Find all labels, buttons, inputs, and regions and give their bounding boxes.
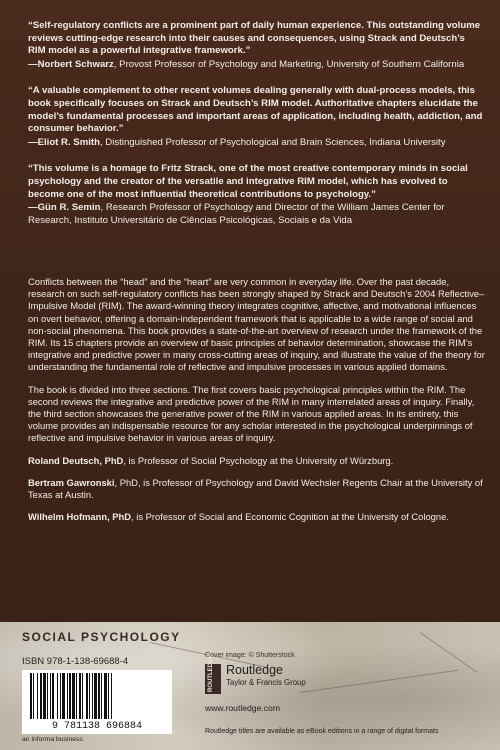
endorsement-quote: “A valuable complement to other recent volumes dealing generally with dual-process models, this book specifically focuses on Strack and Deutsch’s RIM model. Authoritative chapters elucidate the model’s fundamental processes and important areas of application, including health, addiction, and consumer behavior.” [28, 85, 483, 135]
stone-crack [420, 632, 478, 673]
editor-bio-text: , is Professor of Social and Economic Cognition at the University of Cologne. [131, 511, 449, 523]
isbn-label: ISBN 978-1-138-69688-4 [22, 656, 129, 667]
barcode-bar [89, 673, 90, 719]
editor-name: Wilhelm Hofmann, PhD [28, 511, 132, 523]
publisher-url[interactable]: www.routledge.com [205, 703, 280, 713]
ebook-note: Routledge titles are available as eBook editions in a range of digital formats [205, 728, 439, 735]
routledge-logo [205, 654, 221, 694]
endorsement-attribution [28, 202, 483, 227]
editor-bio [28, 455, 486, 467]
editor-name: Roland Deutsch, PhD [28, 454, 124, 466]
editor-bio-text: , PhD, is Professor of Psychology and David Wechsler Regents Chair at the University of Texas at Austin. [28, 476, 483, 501]
endorsement-quote: “This volume is a homage to Fritz Strack, one of the most creative contemporary minds in social psychology and the creator of the versatile and integrative RIM model, which has evolved to become one of the most influential theoretical contributions to psychology.” [28, 163, 468, 200]
barcode-bar [76, 673, 77, 719]
barcode-bar [94, 673, 97, 719]
barcode-bar [69, 673, 71, 719]
barcode-bar [33, 673, 34, 719]
endorsement-attribution [28, 137, 483, 150]
barcode-bar [57, 673, 58, 719]
editor-name: Bertram Gawronski [28, 476, 115, 488]
endorsement-attribution [28, 59, 483, 72]
barcode-bar [52, 673, 54, 719]
description-paragraph: Conflicts between the “head” and the “heart” are very common in everyday life. Over the past decade, research on such self-regulatory conflicts has been strongly shaped by Strack and Deutsch’s 2004 Reflective–Impulsive Model (RIM). The award-winning theory integrates cognitive, affective, and motivational influences on overt behavior, offering a domain-independent framework that is applicable to a wide range of social and non-social phenomena. This book provides a state-of-the-art overview of research under the framework of the RIM. Its 15 chapters provide an overview of basic principles of behavior determination, showcase the RIM’s integrative and predictive power in many cross-cutting areas of inquiry, and illustrate the value of the theory for understanding the fundamental role of reflective and impulsive processes in various applied domains. [28, 276, 485, 373]
barcode-bar [40, 673, 42, 719]
endorsement-author: —Gün R. Semin [28, 202, 101, 214]
routledge-logo-text: ROUTLEDGE [208, 654, 214, 692]
editor-bio [28, 511, 486, 523]
endorsement [28, 20, 483, 71]
editor-bio-text: , is Professor of Social Psychology at the University of Würzburg. [123, 454, 394, 466]
description-paragraph: The book is divided into three sections. The first covers basic psychological principles within the RIM. The second reviews the integrative and predictive power of the RIM in many interrelated areas of inquiry. Finally, the third section showcases the generative power of the RIM in various applied areas. In its entirety, this volume provides an indispensable resource for any scholar interested in the psychological underpinnings of reflective and impulsive behavior in various areas of inquiry. [28, 383, 475, 444]
endorsement [28, 85, 483, 149]
barcode-bar [43, 673, 46, 719]
barcode-bar [30, 673, 32, 719]
barcode-bar [82, 673, 83, 719]
endorsement [28, 163, 483, 227]
series-name: SOCIAL PSYCHOLOGY [22, 630, 181, 644]
barcode-bar [98, 673, 100, 719]
publisher-name: Routledge [226, 663, 283, 677]
cover-image-credit: Cover image: © Shutterstock [205, 652, 295, 659]
barcode-bar [111, 673, 112, 719]
barcode-bar [47, 673, 48, 719]
stone-texture-band [0, 622, 500, 750]
publisher-group: Taylor & Francis Group [226, 678, 306, 687]
endorsement-role: , Research Professor of Psychology and Director of the William James Center for Research, Instituto Universitário de Ciências Psicológicas, Sociais e da Vida [28, 202, 445, 226]
barcode-bar [62, 673, 65, 719]
barcode-bar [92, 673, 93, 719]
barcode-bar [86, 673, 88, 719]
informa-business: an informa business [22, 736, 83, 743]
book-description [28, 276, 486, 533]
barcode-bar [72, 673, 75, 719]
endorsement-author: —Eliot R. Smith [28, 136, 100, 148]
endorsements [28, 20, 483, 241]
barcode-bar [60, 673, 61, 719]
endorsement-quote: “Self-regulatory conflicts are a prominent part of daily human experience. This outstanding volume reviews cutting-edge research into their causes and consequences, using Strack and Deutsch’s RIM model as a powerful integrative framework.” [28, 20, 481, 57]
barcode-bar [37, 673, 38, 719]
barcode-bar [67, 673, 68, 719]
endorsement-role: , Distinguished Professor of Psychological and Brain Sciences, Indiana University [99, 136, 446, 148]
stone-crack [300, 670, 459, 693]
barcode-number: 9 781138 696884 [22, 720, 172, 734]
barcode-bar [104, 673, 107, 719]
barcode-bar [50, 673, 51, 719]
editor-bio [28, 477, 486, 501]
barcode-bars [28, 673, 166, 719]
endorsement-author: —Norbert Schwarz [28, 58, 114, 70]
barcode-bar [108, 673, 109, 719]
barcode [22, 670, 172, 720]
endorsement-role: , Provost Professor of Psychology and Marketing, University of Southern California [113, 58, 465, 70]
barcode-bar [79, 673, 81, 719]
barcode-bar [101, 673, 102, 719]
